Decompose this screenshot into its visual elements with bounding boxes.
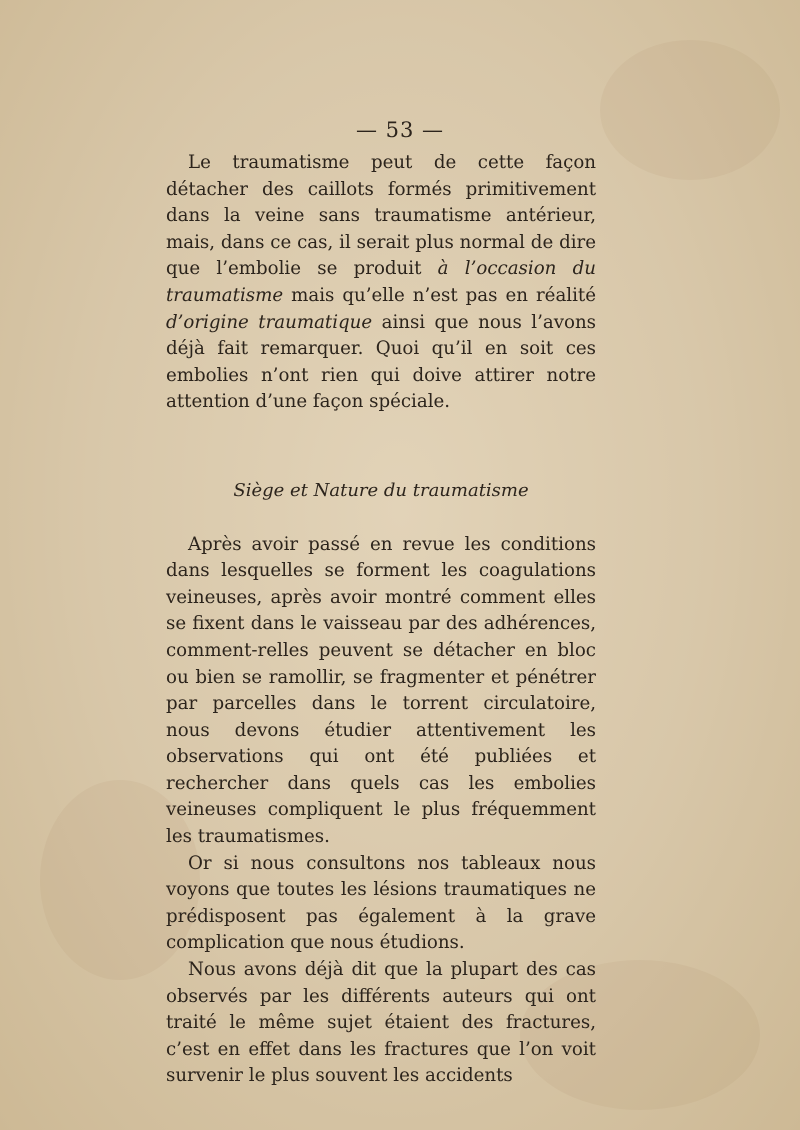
paragraph-1-italic-a: à l’occasion du traumatisme bbox=[166, 258, 596, 306]
page-number: — 53 — bbox=[355, 118, 445, 142]
text-body bbox=[166, 150, 596, 1090]
paragraph-1-text-c: ainsi que nous l’avons déjà fait remarquer. Quoi qu’il en soit ces embolies n’ont rien qui doive attirer notre attention d’une façon spéciale. bbox=[166, 311, 596, 413]
paragraph-2: Après avoir passé en revue les conditions dans lesquelles se forment les coagulations veineuses, après avoir montré comment elles se fixent dans le vaisseau par des adhérences, comment-relles peuvent se détacher en bloc ou bien se ramollir, se fragmenter et pénétrer par parcelles dans le torrent circulatoire, nous devons étudier attentivement les observations qui ont été publiées et rechercher dans quels cas les embolies veineuses compliquent le plus fréquemment les traumatismes. bbox=[166, 533, 596, 848]
paragraph-1-text-b: mais qu’elle n’est pas en réalité bbox=[283, 284, 596, 306]
paragraph-1 bbox=[166, 150, 596, 416]
paragraph-3: Or si nous consultons nos tableaux nous voyons que toutes les lésions traumatiques ne prédisposent pas également à la grave complication que nous étudions. bbox=[166, 852, 596, 954]
paragraph-4: Nous avons déjà dit que la plupart des cas observés par les différents auteurs qui ont traité le même sujet étaient des fractures, c’est en effet dans les fractures que l’on voit survenir le plus souvent les accidents bbox=[166, 959, 596, 1087]
paragraph-1-text-a: Le traumatisme peut de cette façon détacher des caillots formés primitivement dans la veine sans traumatisme antérieur, mais, dans ce cas, il serait plus normal de dire que l’embolie se produit bbox=[166, 152, 596, 280]
paper-stain bbox=[600, 40, 780, 180]
section-heading: Siège et Nature du traumatisme bbox=[233, 479, 529, 501]
paragraph-1-italic-b: d’origine traumatique bbox=[166, 311, 373, 333]
